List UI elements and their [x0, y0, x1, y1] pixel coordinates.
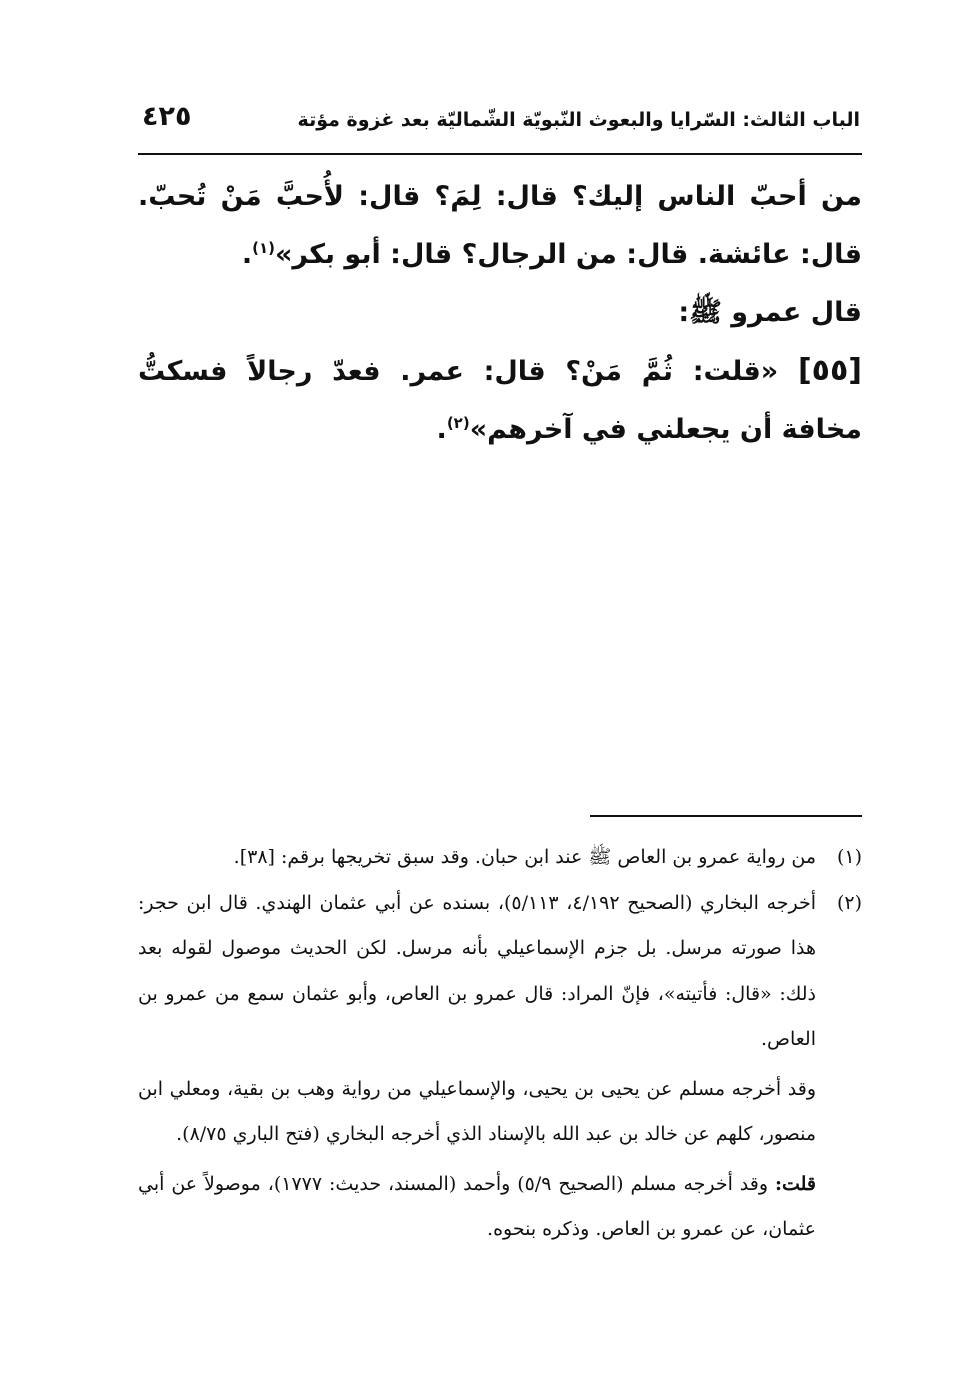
footnote-ref: (١)	[252, 239, 275, 257]
footnote-paragraph: وقد أخرجه مسلم عن يحيى بن يحيى، والإسماعيلي من رواية وهب بن بقية، ومعلي ابن منصور، كلهم عن خالد بن عبد الله بالإسناد الذي أخرجه البخاري (فتح الباري ٨/٧٥).	[138, 1077, 816, 1145]
footnote-paragraph	[138, 1162, 816, 1253]
running-title: الباب الثالث: السّرايا والبعوث النّبويّة الشّماليّة بعد غزوة مؤتة	[297, 109, 860, 131]
body-paragraph	[138, 168, 862, 284]
hadith-number: [٥٥]	[797, 353, 862, 388]
hadith-paragraph	[138, 342, 862, 459]
page-header	[138, 95, 862, 155]
footnote-text: أخرجه البخاري (الصحيح ٤/١٩٢، ٥/١١٣)، بسنده عن أبي عثمان الهندي. قال ابن حجر: هذا صورته مرسل. بل جزم الإسماعيلي بأنه مرسل. لكن الحديث موصول لقوله بعد ذلك: «قال: فأتيته»، فإنّ المراد: قال عمرو بن العاص، وأبو عثمان سمع من عمرو بن العاص.	[138, 891, 817, 1050]
main-text	[138, 168, 862, 459]
footnote-marker: (١)	[836, 846, 862, 868]
hadith-text: «قلت: ثُمَّ مَنْ؟ قال: عمر. فعدّ رجالاً فسكتُّ مخافة أن يجعلني في آخرهم»	[138, 356, 862, 445]
footnote-ref: (٢)	[446, 414, 470, 432]
page-number: ٤٢٥	[142, 101, 192, 132]
hadith-end: .	[436, 414, 447, 445]
speaker-line: قال عمرو ﷺ:	[678, 297, 862, 328]
footnote-text: من رواية عمرو بن العاص ﷺ عند ابن حبان. وقد سبق تخريجها برقم: [٣٨].	[233, 846, 816, 868]
paragraph-end: .	[241, 239, 253, 270]
footnote-2	[138, 881, 862, 1253]
footnote-lead: قلت:	[774, 1172, 816, 1195]
footnote-paragraph-text: وقد أخرجه مسلم (الصحيح ٥/٩) وأحمد (المسند، حديث: ١٧٧٧)، موصولاً عن أبي عثمان، عن عمرو بن العاص. وذكره بنحوه.	[138, 1172, 816, 1240]
footnote-marker: (٢)	[836, 891, 862, 914]
footnote-1	[138, 835, 862, 881]
footnote-separator	[590, 815, 862, 817]
footnotes	[138, 835, 862, 1253]
paragraph-text: من أحبّ الناس إليك؟ قال: لِمَ؟ قال: لأُحبَّ مَنْ تُحبّ. قال: عائشة. قال: من الرجال؟ قال: أبو بكر»	[138, 181, 862, 270]
